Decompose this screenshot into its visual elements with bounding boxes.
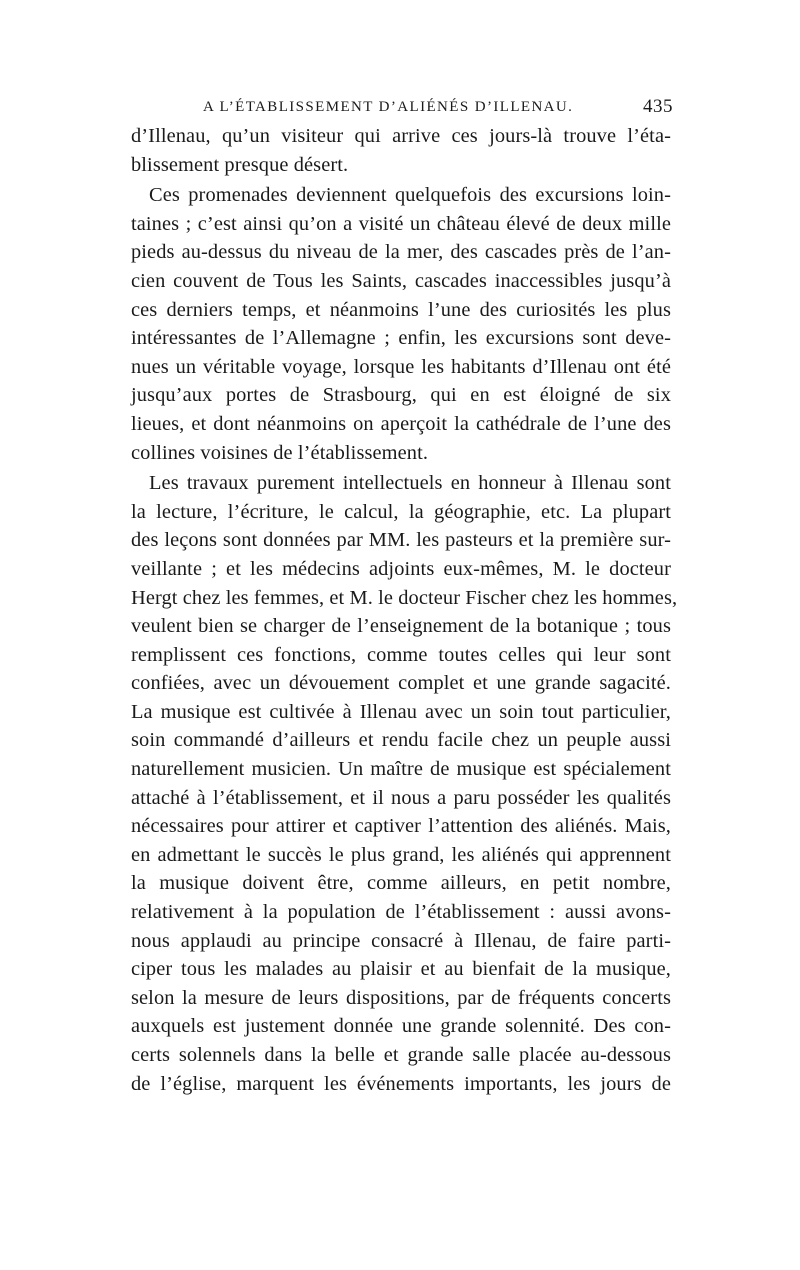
text-line: veulent bien se charger de l’enseignement de la botanique ; tous [131,615,671,638]
text-line: jusqu’aux portes de Strasbourg, qui en est éloigné de six [131,384,671,407]
text-line: intéressantes de l’Allemagne ; enfin, les excursions sont deve- [131,327,671,350]
paragraph [131,469,678,1098]
text-line: La musique est cultivée à Illenau avec un soin tout particulier, [131,700,671,723]
body-text [131,122,678,1098]
text-line: blissement presque désert. [131,153,349,176]
text-line: remplissent ces fonctions, comme toutes celles qui leur sont [131,643,671,666]
running-title: A L’ÉTABLISSEMENT D’ALIÉNÉS D’ILLENAU. [203,99,574,115]
text-line: taines ; c’est ainsi qu’on a visité un château élevé de deux mille [131,212,671,235]
text-line: attaché à l’établissement, et il nous a paru posséder les qualités [131,786,671,809]
text-line: Hergt chez les femmes, et M. le docteur Fischer chez les hommes, [131,586,678,609]
text-line: la musique doivent être, comme ailleurs, en petit nombre, [131,872,671,895]
text-line: la lecture, l’écriture, le calcul, la géographie, etc. La plupart [131,500,671,523]
text-line: ces derniers temps, et néanmoins l’une des curiosités les plus [131,298,671,321]
text-line: nécessaires pour attirer et captiver l’attention des aliénés. Mais, [131,815,671,838]
text-line: nous applaudi au principe consacré à Illenau, de faire parti- [131,929,671,952]
text-line: auxquels est justement donnée une grande solennité. Des con- [131,1015,671,1038]
text-line: confiées, avec un dévouement complet et une grande sagacité. [131,672,671,695]
text-line: Ces promenades deviennent quelquefois des excursions loin- [149,184,671,207]
text-line: pieds au-dessus du niveau de la mer, des cascades près de l’an- [131,241,671,264]
text-line: naturellement musicien. Un maître de musique est spécialement [131,758,671,781]
paragraph [131,181,671,467]
text-line: d’Illenau, qu’un visiteur qui arrive ces jours-là trouve l’éta- [131,125,671,147]
book-page [131,92,678,1098]
text-line: veillante ; et les médecins adjoints eux-mêmes, M. le docteur [131,557,671,580]
text-line: cien couvent de Tous les Saints, cascades inaccessibles jusqu’à [131,269,671,292]
text-line: nues un véritable voyage, lorsque les habitants d’Illenau ont été [131,355,671,378]
text-line: relativement à la population de l’établissement : aussi avons- [131,901,671,924]
text-line: ciper tous les malades au plaisir et au bienfait de la musique, [131,958,671,981]
text-line: selon la mesure de leurs dispositions, par de fréquents concerts [131,986,671,1009]
text-line: soin commandé d’ailleurs et rendu facile chez un peuple aussi [131,729,671,752]
text-line: de l’église, marquent les événements importants, les jours de [131,1072,671,1095]
running-head [131,92,671,122]
text-line: collines voisines de l’établissement. [131,441,429,464]
page-number: 435 [643,96,673,117]
paragraph [131,122,671,179]
text-line: des leçons sont données par MM. les pasteurs et la première sur- [131,529,671,552]
text-line: certs solennels dans la belle et grande salle placée au-dessous [131,1044,671,1066]
text-line: en admettant le succès le plus grand, les aliénés qui apprennent [131,843,671,866]
text-line: Les travaux purement intellectuels en honneur à Illenau sont [149,472,671,495]
text-line: lieues, et dont néanmoins on aperçoit la cathédrale de l’une des [131,412,671,435]
